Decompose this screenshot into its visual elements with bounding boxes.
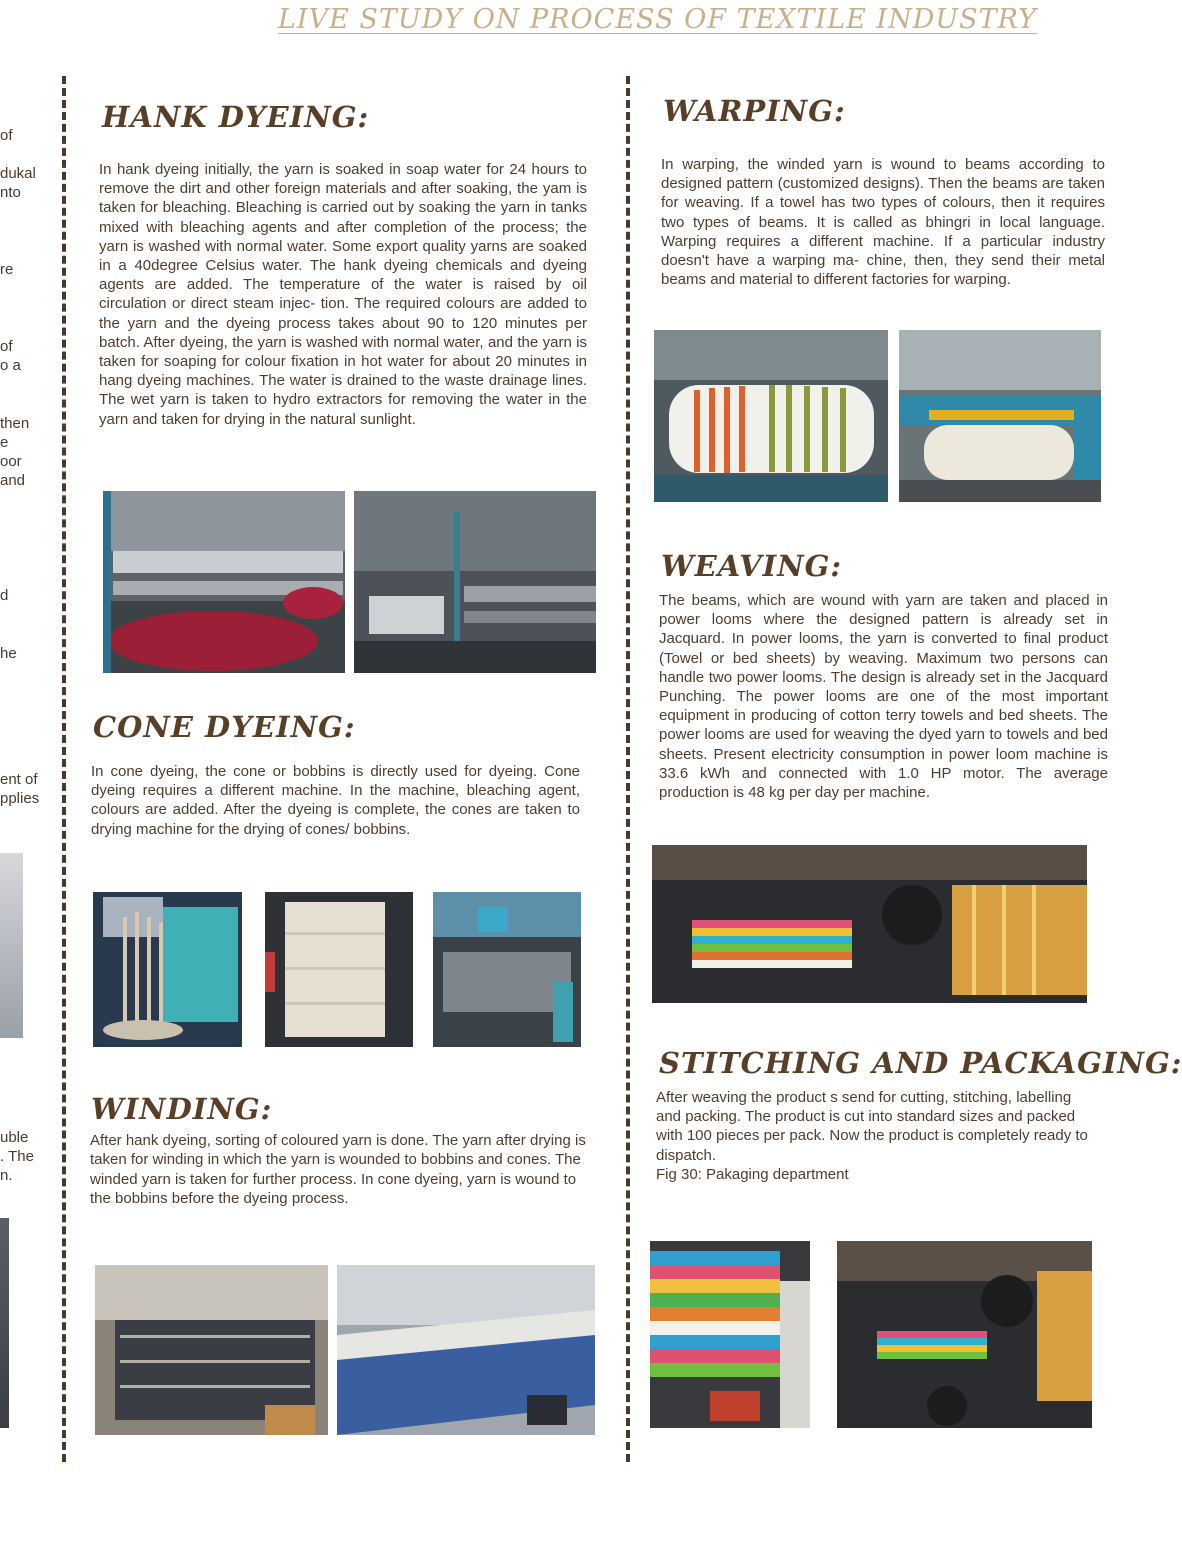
cutoff-fragment: and (0, 472, 26, 489)
winding-text: After hank dyeing, sorting of coloured yarn is done. The yarn after drying is taken for winding in which the yarn is wounded to bobbins and cones. The winded yarn is taken for further process. In cone dyeing, yarn is wound to the bobbins before the dyeing process. (90, 1132, 586, 1208)
cone-dyeing-heading: CONE DYEING: (93, 710, 356, 744)
cutoff-photo (0, 853, 23, 1038)
weaving-heading: WEAVING: (661, 549, 843, 583)
cutoff-fragment: d (0, 587, 9, 604)
figure-caption: Fig 30: Pakaging department (656, 1166, 849, 1183)
cutoff-fragment: e (0, 434, 9, 451)
cone-dyeing-photo-1 (93, 892, 242, 1047)
hank-dyeing-photo-1 (103, 491, 345, 673)
stitching-heading: STITCHING AND PACKAGING: (659, 1046, 1182, 1080)
column-divider-right (626, 76, 630, 1462)
cone-dyeing-photo-3 (433, 892, 581, 1047)
cone-dyeing-photo-2 (265, 892, 413, 1047)
warping-text: In warping, the winded yarn is wound to beams according to designed pattern (customized designs). Then the beams are taken for weaving. If a towel has two types of colours, then it requires two types of beams. It is called as bhingri in local language. Warping requires a different machine. If a particular industry doesn't have a warping ma- chine, then, they send their metal beams and material to different factories for warping. (661, 156, 1105, 289)
packaging-photo-1 (650, 1241, 810, 1428)
warping-heading: WARPING: (663, 94, 846, 128)
cutoff-fragment: he (0, 645, 17, 662)
warping-photo-2 (899, 330, 1101, 502)
cutoff-fragment: nto (0, 184, 21, 201)
winding-heading: WINDING: (91, 1092, 273, 1126)
cutoff-fragment: oor (0, 453, 22, 470)
cutoff-fragment: re (0, 261, 14, 278)
weaving-photo (652, 845, 1087, 1003)
cutoff-fragment: ent of (0, 771, 38, 788)
cutoff-fragment: of (0, 127, 13, 144)
cone-dyeing-text: In cone dyeing, the cone or bobbins is directly used for dyeing. Cone dyeing requires a different machine. In the machine, bleaching agent, colours are added. After the dyeing is complete, the cones are taken to drying machine for the drying of cones/ bobbins. (91, 763, 580, 838)
hank-dyeing-heading: HANK DYEING: (102, 100, 370, 134)
cutoff-fragment: pplies (0, 790, 40, 807)
hank-dyeing-text: In hank dyeing initially, the yarn is soaked in soap water for 24 hours to remove the dirt and other foreign materials and after soaking, the yam is taken for bleaching. Bleaching is carried out by soaking the yarn in tanks mixed with bleaching agents and after completion of the process; the yarn is washed with normal water. Some export quality yarns are soaked in a 40degree Celsius water. The hank dyeing chemicals and dyeing agents are added. The temperature of the water is raised by oil circulation or direct steam injec- tion. The required colours are added to the yarn and the dyeing process takes about 90 to 120 minutes per batch. After dyeing, the yarn is washed with normal water, and the yarn is taken for soaping for colour fixation in hot water for about 20 minutes in hang dyeing machines. The water is drained to the waste drainage lines. The wet yarn is taken to hydro extractors for removing the water in the yarn and taken for drying in the natural sunlight. (99, 161, 587, 428)
cutoff-fragment: . The (0, 1148, 34, 1165)
cutoff-fragment: then (0, 415, 30, 432)
column-divider-left (62, 76, 66, 1462)
packaging-photo-2 (837, 1241, 1092, 1428)
winding-photo-2 (337, 1265, 595, 1435)
cutoff-fragment: uble (0, 1129, 29, 1146)
warping-photo-1 (654, 330, 888, 502)
cutoff-fragment: of (0, 338, 13, 355)
weaving-text: The beams, which are wound with yarn are taken and placed in power looms where the designed pattern is already set in Jacquard. In power looms, the yarn is converted to final product (Towel or bed sheets) by weaving. Maximum two persons can handle two power looms. The design is already set in the Jacquard Punching. The power looms are one of the most important equipment in producing of cotton terry towels and bed sheets. The power looms are used for weaving the dyed yarn to towels and bed sheets. Present electricity consumption in power loom machine is 33.6 kWh and connected with 1.0 HP motor. The average production is 48 kg per day per machine. (659, 592, 1108, 802)
cutoff-fragment: dukal (0, 165, 36, 182)
hank-dyeing-photo-2 (354, 491, 596, 673)
cutoff-photo (0, 1218, 9, 1428)
winding-photo-1 (95, 1265, 328, 1435)
page-title: LIVE STUDY ON PROCESS OF TEXTILE INDUSTRY (278, 4, 1037, 35)
stitching-text: After weaving the product s send for cutting, stitching, labelling and packing. The product is cut into standard sizes and packed with 100 pieces per pack. Now the product is completely ready to dispatch. (656, 1089, 1088, 1164)
cutoff-fragment: n. (0, 1167, 13, 1184)
cutoff-fragment: o a (0, 357, 21, 374)
